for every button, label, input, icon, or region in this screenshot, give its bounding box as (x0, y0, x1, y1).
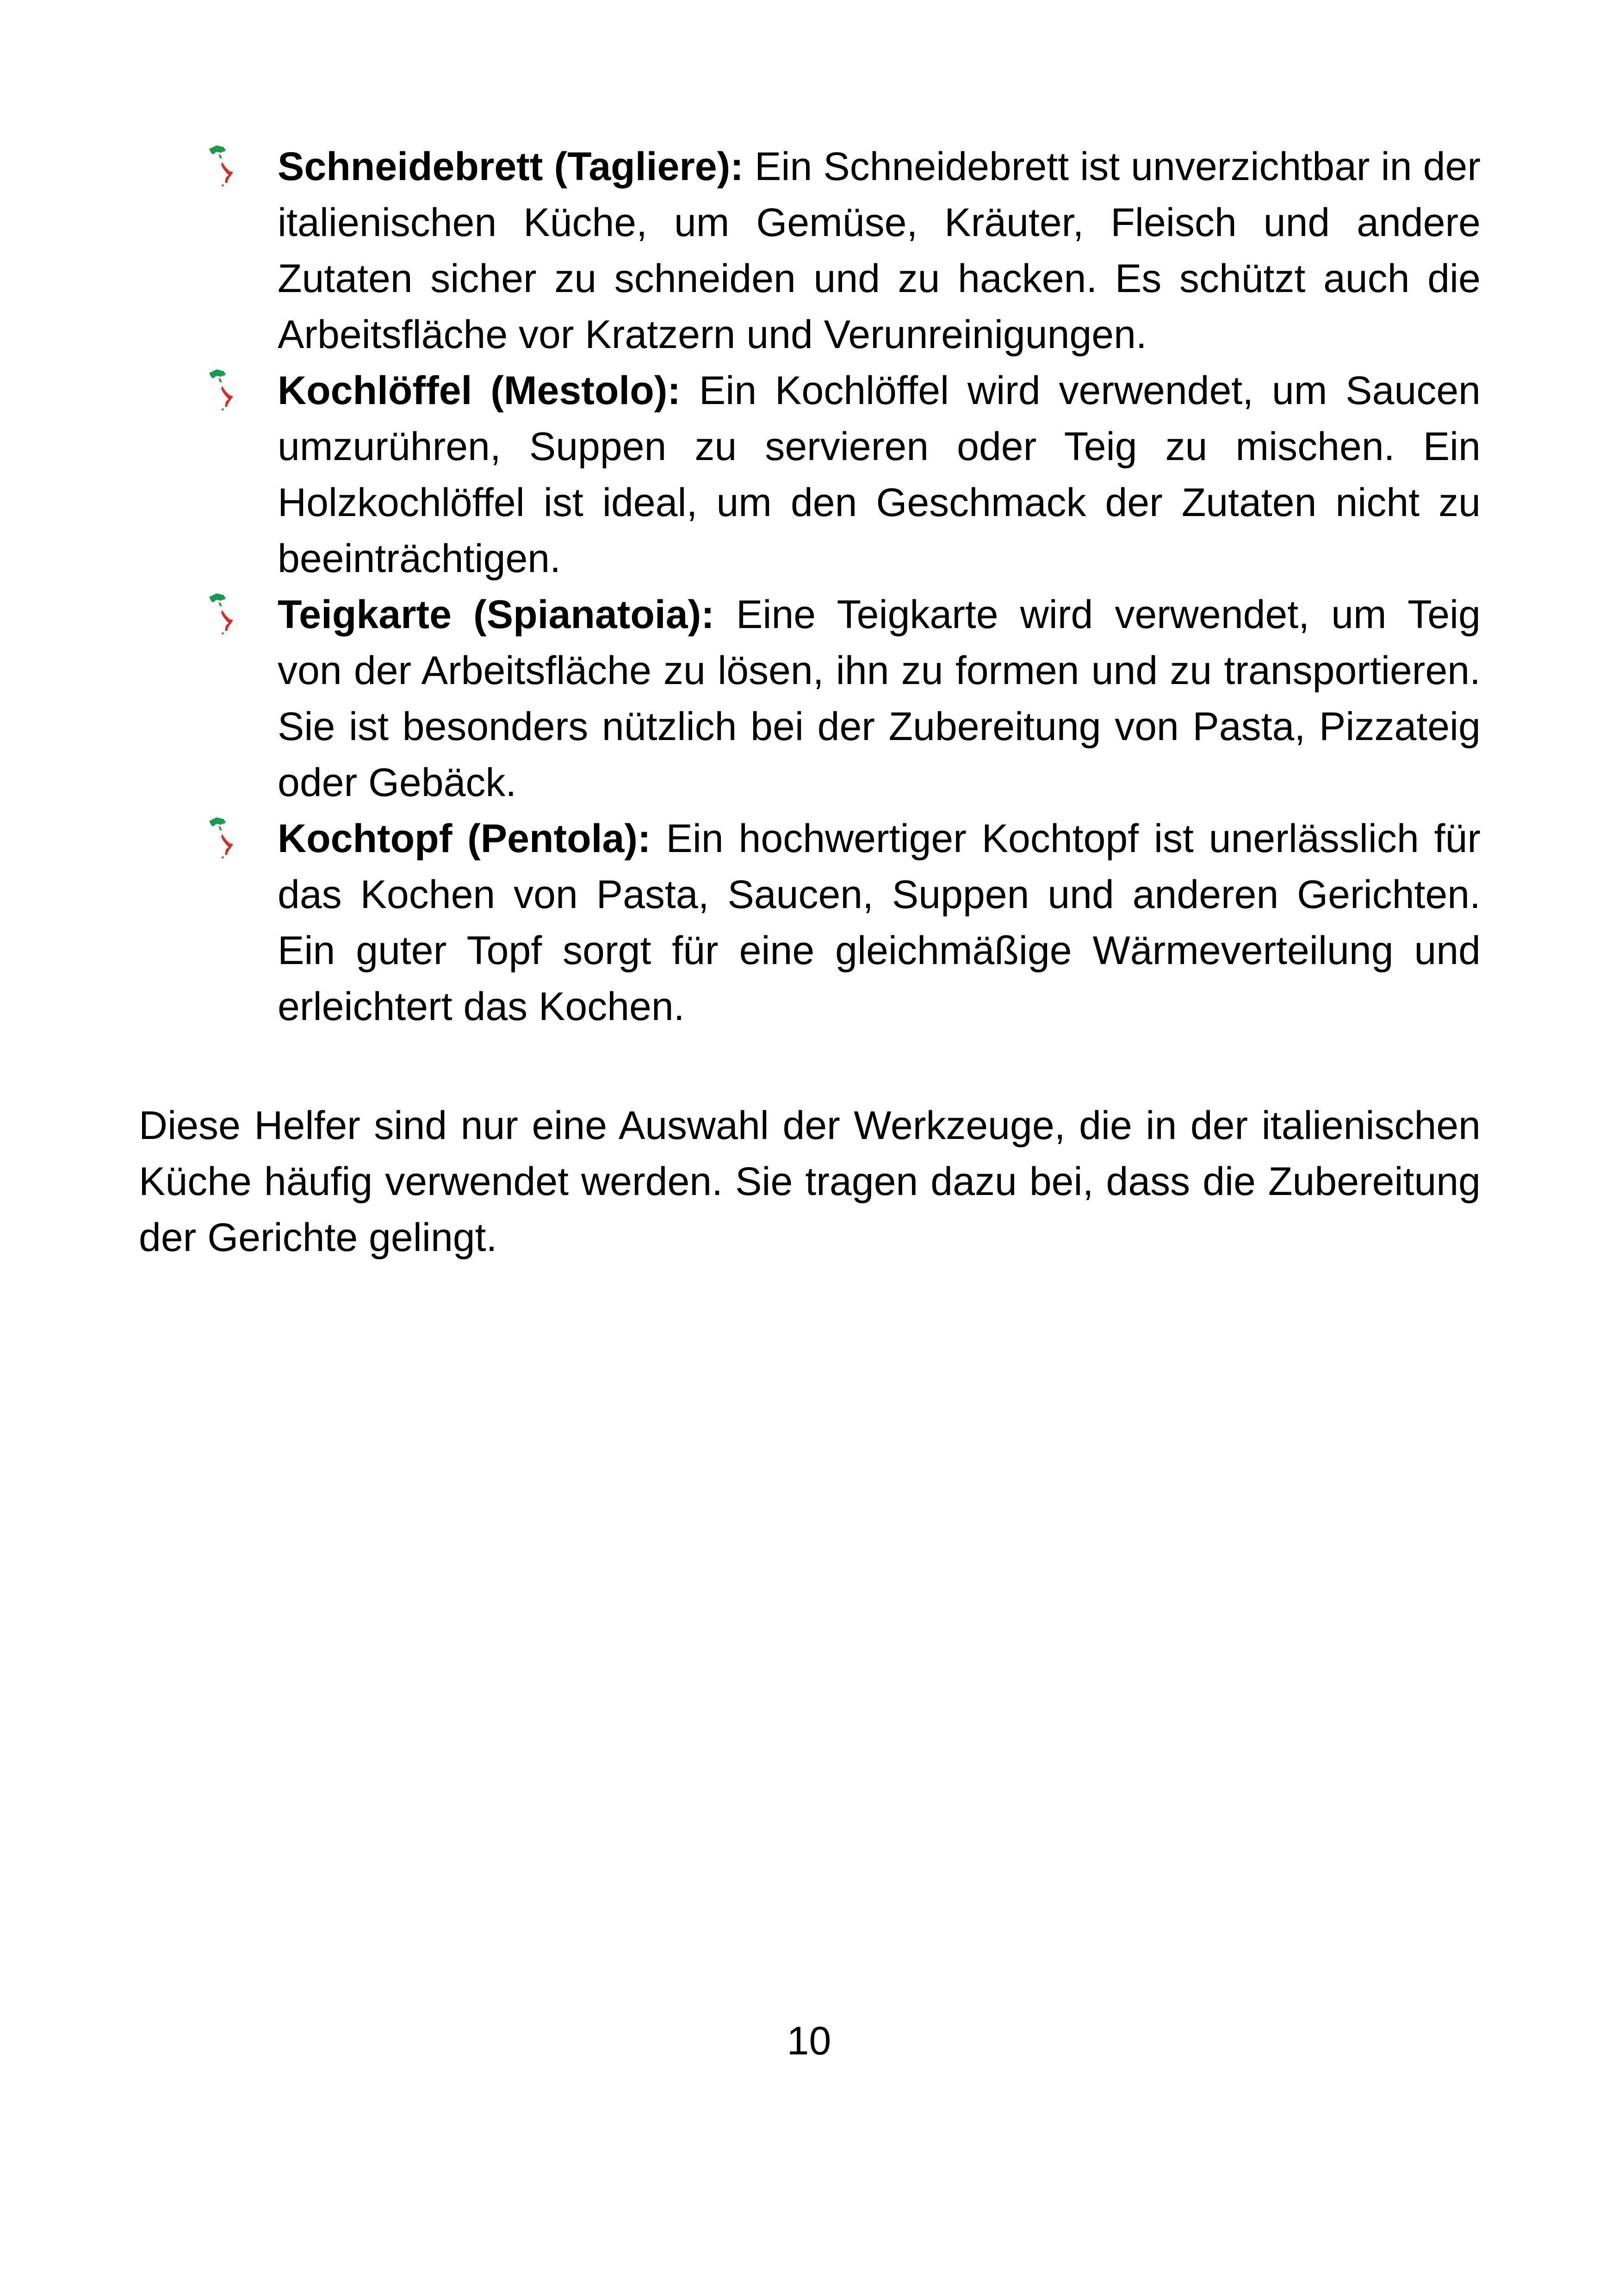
list-item (204, 811, 1481, 1035)
bullet-term: Teigkarte (Spianatoia): (278, 592, 714, 637)
list-item (204, 363, 1481, 587)
italy-map-icon (204, 142, 241, 193)
list-item (204, 587, 1481, 811)
bullet-text: Ein Schneidebrett ist unverzichtbar in der italienischen Küche, um Gemüse, Kräuter, Fleisch und andere Zutaten sicher zu schneiden und zu hacken. Es schützt auch die Arbeitsfläche vor Kratzern und Verunreinigungen. (278, 144, 1481, 357)
bullet-term: Schneidebrett (Tagliere): (278, 144, 744, 189)
italy-map-icon (204, 590, 241, 641)
page-number: 10 (787, 2019, 831, 2063)
closing-paragraph: Diese Helfer sind nur eine Auswahl der Werkzeuge, die in der italienischen Küche häufig verwendet werden. Sie tragen dazu bei, dass die Zubereitung der Gerichte gelingt. (139, 1103, 1481, 1260)
bullet-term: Kochlöffel (Mestolo): (278, 368, 681, 413)
bullet-text: Ein hochwertiger Kochtopf ist unerlässlich für das Kochen von Pasta, Saucen, Suppen und anderen Gerichten. Ein guter Topf sorgt für eine gleichmäßige Wärmeverteilung und erleichtert das Kochen. (278, 816, 1481, 1029)
italy-map-icon (204, 366, 241, 417)
bullet-text: Ein Kochlöffel wird verwendet, um Saucen umzurühren, Suppen zu servieren oder Teig zu mischen. Ein Holzkochlöffel ist ideal, um den Geschmack der Zutaten nicht zu beeinträchtigen. (278, 368, 1481, 581)
bullet-term: Kochtopf (Pentola): (278, 816, 651, 861)
bullet-text: Eine Teigkarte wird verwendet, um Teig von der Arbeitsfläche zu lösen, ihn zu formen und zu transportieren. Sie ist besonders nützlich bei der Zubereitung von Pasta, Pizzateig oder Gebäck. (278, 592, 1481, 805)
list-item (204, 139, 1481, 363)
italy-map-icon (204, 814, 241, 865)
tools-bullet-list (204, 139, 1481, 1035)
